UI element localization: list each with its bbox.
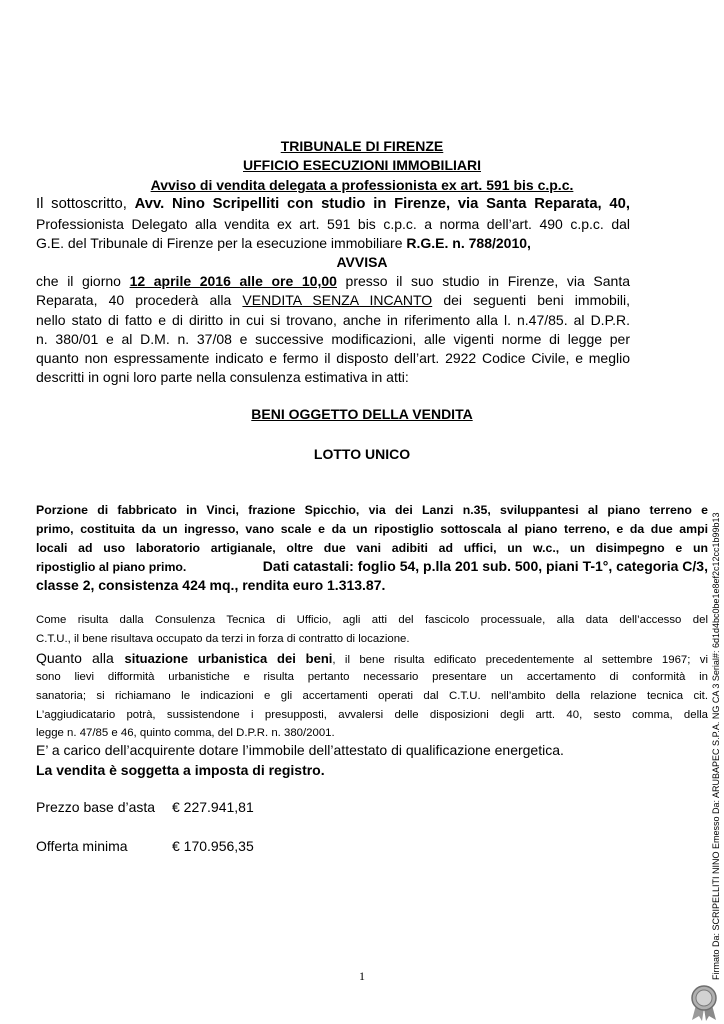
property-line-3: locali ad uso laboratorio artigianale, oltre due vani adibiti ad uffici, un w.c., un disimpegno e un [36,541,708,555]
announce-line-2: Reparata, 40 procederà alla VENDITA SENZA INCANTO dei seguenti beni immobili, [36,292,631,308]
tax-line: La vendita è soggetta a imposta di registro. [36,762,325,778]
court-heading: TRIBUNALE DI FIRENZE [280,138,444,154]
seal-icon [688,985,720,1021]
property-line-1: Porzione di fabbricato in Vinci, frazione Spicchio, via dei Lanzi n.35, sviluppantesi al piano terreno e [36,503,708,517]
property-line-4: ripostiglio al piano primo. Dati catastali: foglio 54, p.lla 201 sub. 500, piani T-1°, categoria C/3, [36,558,708,574]
announce-line-3: nello stato di fatto e di diritto in cui si trovano, anche in riferimento alla l. n.47/85. al D.P.R. [36,312,630,328]
property-line-5: classe 2, consistenza 424 mq., rendita euro 1.313.87. [36,577,386,593]
page-number: 1 [359,969,365,983]
notice-heading: Avviso di vendita delegata a professionista ex art. 591 bis c.p.c. [150,177,574,193]
urban-line-2: sono lievi difformità urbanistiche e risulta pertanto necessario presentare un accertamento di conformità in [36,671,708,683]
urban-line-1: Quanto alla situazione urbanistica dei beni, il bene risulta edificato precedentemente al settembre 1967; vi [36,650,708,666]
base-price-label: Prezzo base d’asta [36,799,156,815]
intro-line-3: G.E. del Tribunale di Firenze per la esecuzione immobiliare R.G.E. n. 788/2010, [36,235,531,251]
avvisa-heading: AVVISA [336,254,388,270]
min-offer-label: Offerta minima [36,838,128,854]
intro-line-1: Il sottoscritto, Avv. Nino Scripelliti con studio in Firenze, via Santa Reparata, 40, [36,196,630,212]
property-line-2: primo, costituita da un ingresso, vano scale e da un ripostiglio sottoscala al piano terreno, e da due ampi [36,522,708,536]
urban-line-3: sanatoria; si richiamano le indicazioni e gli accertamenti operati dal C.T.U. nell’ambito della relazione tecnica cit. [36,690,708,702]
base-price-row [36,799,630,815]
office-heading: UFFICIO ESECUZIONI IMMOBILIARI [243,157,481,173]
lotto-heading: LOTTO UNICO [313,446,411,462]
ctu-line-1: Come risulta dalla Consulenza Tecnica di Ufficio, agli atti del fascicolo processuale, alla data dell’accesso del [36,614,708,626]
intro-line-2: Professionista Delegato alla vendita ex art. 591 bis c.p.c. a norma dell’art. 490 c.p.c. dal [36,216,630,232]
ctu-line-2: C.T.U., il bene risultava occupato da terzi in forza di contratto di locazione. [36,633,410,645]
base-price-value: € 227.941,81 [172,799,254,815]
urban-line-5: legge n. 47/85 e 46, quinto comma, del D.P.R. n. 380/2001. [36,727,335,739]
min-offer-row [36,838,630,854]
announce-line-1: che il giorno 12 aprile 2016 alle ore 10,00 presso il suo studio in Firenze, via Santa [36,273,630,289]
digital-signature: Firmato Da: SCRIPELLITI NINO Emesso Da: ARUBAPEC S.P.A. NG CA 3 Serial#: 6d1d4bc0be1e8ef2c12cc1b99b13 [711,512,721,980]
urban-line-4: L’aggiudicatario potrà, sussistendone i presupposti, avvalersi delle disposizioni degli artt. 40, sesto comma, della [36,709,708,721]
announce-line-4: n. 380/01 e al D.M. n. 37/08 e successive modificazioni, alle vigenti norme di legge per [36,331,630,347]
min-offer-value: € 170.956,35 [172,838,254,854]
announce-line-6: descritti in ogni loro parte nella consulenza estimativa in atti: [36,369,409,385]
beni-heading: BENI OGGETTO DELLA VENDITA [251,406,473,422]
energy-line: E’ a carico dell’acquirente dotare l’immobile dell’attestato di qualificazione energetica. [36,742,564,758]
announce-line-5: quanto non espressamente indicato e fermo il disposto dell’art. 2922 Codice Civile, e meglio [36,350,630,366]
